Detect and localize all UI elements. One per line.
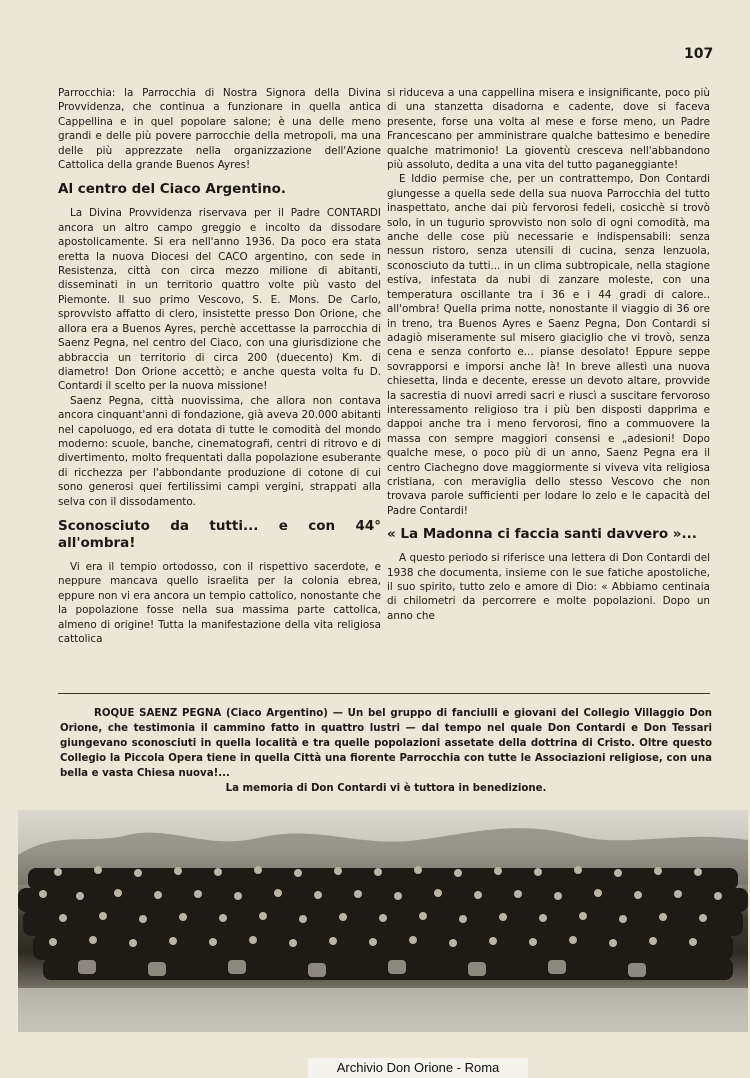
paragraph-lettera: A questo periodo si riferisce una lettera di Don Contardi del 1938 che documenta, insieme con le sue fatiche apostoliche, il suo spirito, tutto zelo e amore di Dio: « Abbiamo centinaia di chilometri da percorrere e molte popolazioni. Dopo un anno che [387,552,710,622]
group-photo-illustration [18,810,748,1032]
section-heading-ciaco: Al centro del Ciaco Argentino. [58,181,287,198]
section-heading-sconosciuto: Sconosciuto da tutti... e con 44° all'ombra! [58,517,381,551]
paragraph-saenz-pegna: Saenz Pegna, città nuovissima, che allora non contava ancora cinquant'anni di fondazione, già aveva 20.000 abitanti nel capoluogo, ed era dotata di tutte le comodità del mondo moderno: scuole, banche, cinematografi, centri di ritrovo e di divertimento, molto frequentati dalla popolazione esuberante di ricchezza per l'abbondante produzione di cotone di cui sono generosi quei fertilissimi campi vergini, strappati alla selva con il dissodamento. [58,394,381,508]
paragraph-iddio-permise: E Iddio permise che, per un contrattempo, Don Contardi giungesse a quella sede della sua nuova Parrocchia del tutto inaspettato, anche dai più fervorosi fedeli, cosicchè si trovò solo, in un tugurio sprovvisto non solo di ogni comodità, ma anche delle cose più necessarie e indispensabili: senza nessun ristoro, senza utensili di cucina, senza lenzuola, sconosciuto da tutti... in un clima subtropicale, nella stagione estiva, infestata da nubi di zanzare moleste, con una temperatura oscillante tra i 36 e i 44 gradi di calore.. all'ombra! Quella prima notte, nonostante il viaggio di 36 ore in treno, tra Buenos Ayres e Saenz Pegna, Don Contardi si adagiò miseramente sul misero giaciglio che vi trovò, senza cena e senza conforto e... pianse desolato! Eppure seppe sovrapporsi e imporsi anche là! In breve allestì una nuova chiesetta, linda e decente, eresse un devoto altare, provvide la sacrestia di nuovi arredi sacri e riuscì a suscitare fervoroso interessamento religioso tra i più ben disposti dapprima e dappoi anche tra i meno fervorosi, fino a commuovere la massa con sempre maggiori consensi e „adesioni! Dopo qualche mese, o poco più di un anno, Saenz Pegna era il centro Ciachegno dove maggiormente si viveva vita religiosa cristiana, con meraviglia dello stesso Vescovo che non trovava parole sufficienti per lodare lo zelo e le capacità del Padre Contardi! [387,173,710,517]
archive-footer: Archivio Don Orione - Roma [308,1058,528,1078]
caption-text: ROQUE SAENZ PEGNA (Ciaco Argentino) — Un bel gruppo di fanciulli e giovani del Collegio Villaggio Don Orione, che testimonia il cammino fatto in quattro lustri — dal tempo nel quale Don Contardi e Don Tessari giungevano sconosciuti in quella località e tra quelle popolazioni assetate della dottrina di Cristo. Oltre questo Collegio la Piccola Opera tiene in quella Città una fiorente Parrocchia con tutte le Associazioni religiose, con una bella e vasta Chiesa nuova!... [60,708,712,779]
caption-last-line: La memoria di Don Contardi vi è tuttora in benedizione. [225,783,547,794]
left-intro-paragraph: Parrocchia: la Parrocchia di Nostra Signora della Divina Provvidenza, che continua a funzionare in quella antica Cappellina e in quel popolare salone; è una delle meno grandi e delle più povere parrocchie della metropoli, ma una delle più apprezzate nella organizzazione dell'Azione Cattolica della grande Buenos Ayres! [58,87,381,172]
photo-caption [60,706,712,796]
left-column [58,86,381,646]
page-number: 107 [684,46,714,62]
caption-divider [58,693,710,694]
paragraph-divina-provvidenza: La Divina Provvidenza riservava per il Padre CONTARDI ancora un altro campo greggio e incolto da dissodare apostolicamente. Si era nell'anno 1936. Da poco era stata eretta la nuova Diocesi del CACO argentino, con sede in Resistenza, città con circa mezzo milione di abitanti, disseminati in un territorio quattro volte più vasto del Piemonte. Il suo primo Vescovo, S. E. Mons. De Carlo, sprovvisto affatto di clero, insistette presso Don Orione, che allora era a Buenos Ayres, perchè accettasse la parrocchia di Saenz Pegna, nel centro del Ciaco, con una giurisdizione che abbraccia un territorio di circa 200 (duecento) Km. di diametro! Don Orione accettò; e anche questa volta fu D. Contardi il scelto per la nuova missione! [58,207,381,393]
paragraph-tempio: Vi era il tempio ortodosso, con il rispettivo sacerdote, e neppure mancava quello israelita per la colonia ebrea, eppure non vi era ancora un tempio cattolico, nonostante che la popolazione fosse nella sua massima parte cattolica, almeno di origine! Tutta la manifestazione della vita religiosa cattolica [58,560,381,645]
right-column [387,86,710,623]
section-heading-madonna: « La Madonna ci faccia santi davvero »... [387,526,697,543]
group-photo [18,810,748,1032]
right-intro-paragraph: si riduceva a una cappellina misera e insignificante, poco più di una stanzetta disadorna e cadente, dove si faceva presente, forse una volta al mese e forse meno, un Padre Francescano per amministrare qualche battesimo e benedire qualche matrimonio! La gioventù cresceva nell'abbandono più assoluto, dedita a una vita del tutto paganeggiante! [387,87,710,172]
